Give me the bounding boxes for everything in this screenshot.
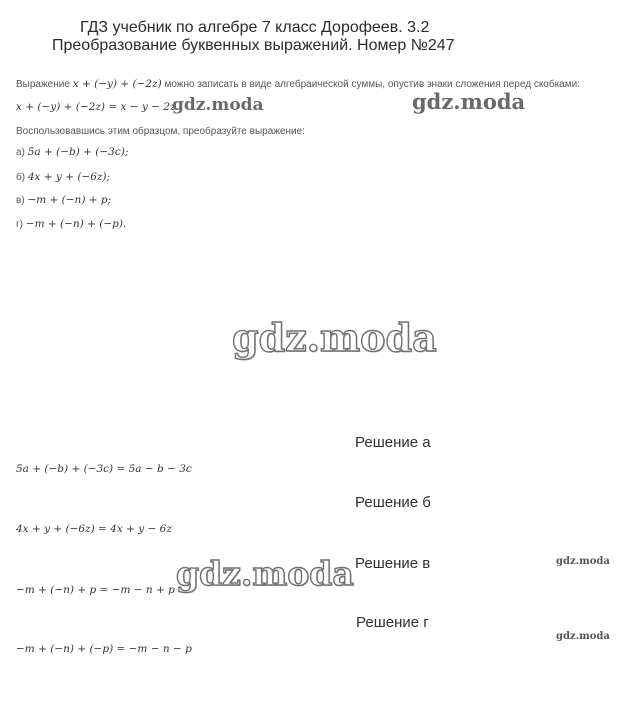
task-item-expression: −m + (−n) + (−p). xyxy=(25,218,127,230)
task-item-label: а) xyxy=(16,147,25,158)
task-item-label: в) xyxy=(16,195,25,206)
solution-answer-d: −m + (−n) + (−p) = −m − n − p xyxy=(16,643,192,655)
watermark-logo-medium: gdz.moda xyxy=(412,89,526,114)
watermark-logo-tiny: gdz.moda xyxy=(556,631,610,642)
solution-heading-b: Решение б xyxy=(355,494,431,511)
page-title-line2: Преобразование буквенных выражений. Номер №247 xyxy=(52,37,455,54)
page-title-line1: ГДЗ учебник по алгебре 7 класс Дорофеев. 3.2 xyxy=(80,19,430,36)
task-intro-expression: x + (−y) + (−2z) xyxy=(72,78,162,90)
task-item-b xyxy=(16,171,110,184)
solution-answer-c: −m + (−n) + p = −m − n + p xyxy=(16,584,175,596)
task-example: x + (−y) + (−2z) = x − y − 2z. xyxy=(16,101,179,113)
solution-heading-a: Решение а xyxy=(355,434,431,451)
task-item-c xyxy=(16,194,111,207)
task-instruction: Воспользовавшись этим образцом, преобразуйте выражение: xyxy=(16,126,305,137)
solution-answer-b: 4x + y + (−6z) = 4x + y − 6z xyxy=(16,523,172,535)
watermark-logo-large: gdz.moda xyxy=(176,554,354,593)
task-item-d xyxy=(16,218,126,231)
task-intro-suffix: можно записать в виде алгебраической суммы, опустив знаки сложения перед скобками: xyxy=(164,79,580,90)
task-item-expression: 5a + (−b) + (−3c); xyxy=(27,146,129,158)
task-item-label: б) xyxy=(16,172,26,183)
task-intro-prefix: Выражение xyxy=(16,79,70,90)
task-item-label: г) xyxy=(16,219,23,230)
task-item-a xyxy=(16,146,128,159)
watermark-logo-tiny: gdz.moda xyxy=(556,556,610,567)
solution-heading-d: Решение г xyxy=(356,614,429,631)
watermark-logo-small: gdz.moda xyxy=(172,95,264,115)
solution-heading-c: Решение в xyxy=(355,555,431,572)
task-item-expression: −m + (−n) + p; xyxy=(27,194,112,206)
task-item-expression: 4x + y + (−6z); xyxy=(27,171,111,183)
watermark-logo-large: gdz.moda xyxy=(232,315,437,360)
solution-answer-a: 5a + (−b) + (−3c) = 5a − b − 3c xyxy=(16,463,192,475)
